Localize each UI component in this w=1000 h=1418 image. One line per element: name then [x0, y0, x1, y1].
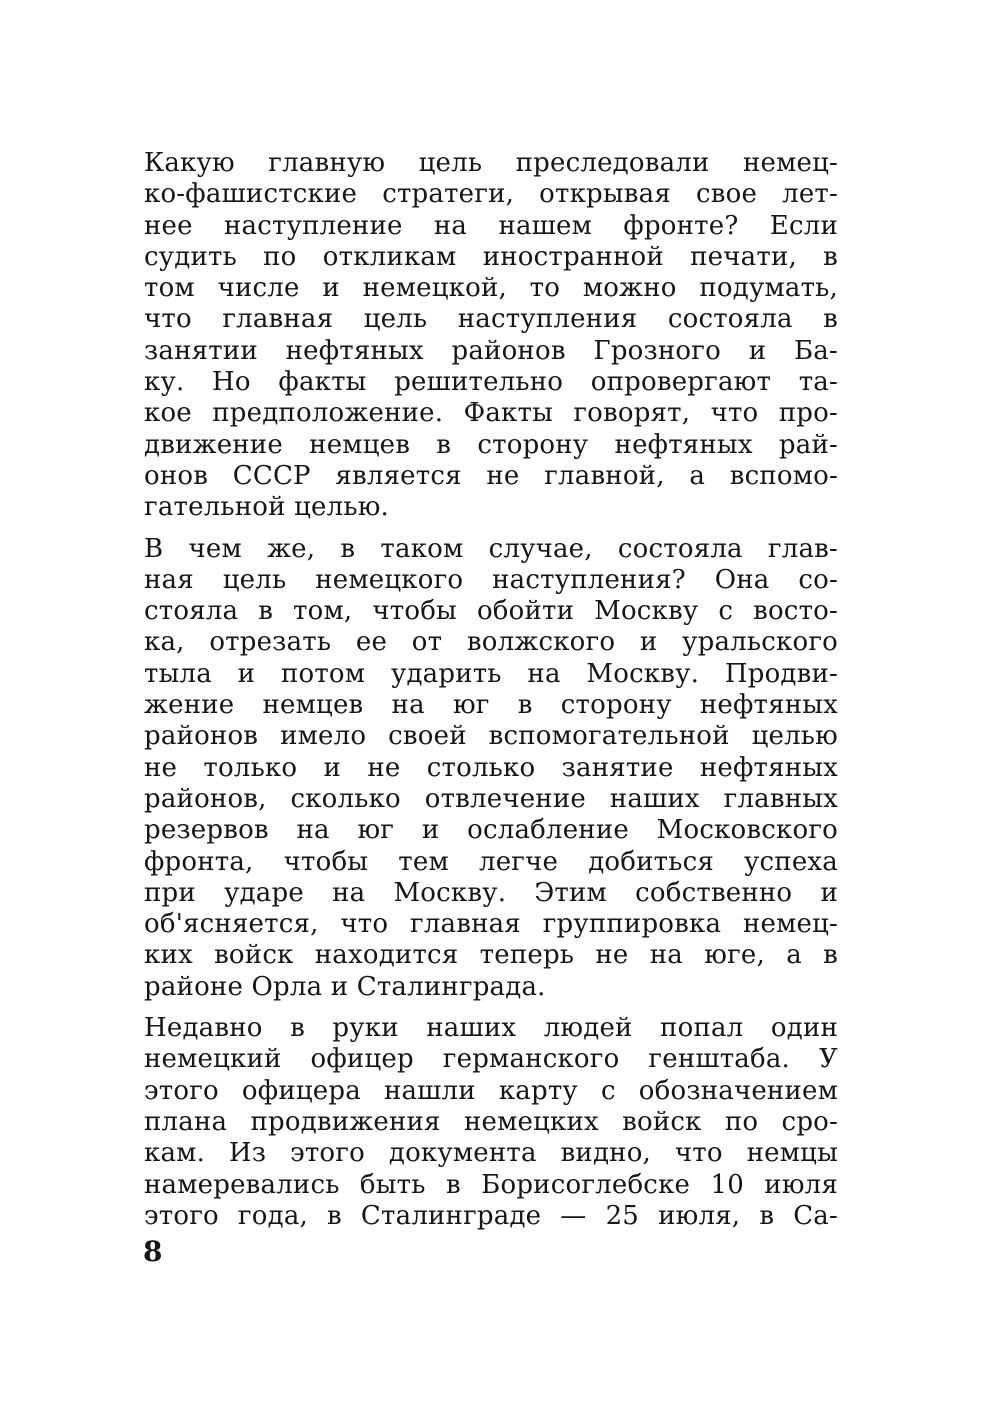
text-line: жение немцев на юг в сторону нефтяных — [144, 690, 838, 721]
text-line: кам. Из этого документа видно, что немцы — [144, 1138, 838, 1169]
paragraph-1 — [112, 148, 838, 524]
text-line: плана продвижения немецких войск по сро- — [144, 1106, 838, 1137]
text-line: районов, сколько отвлечение наших главных — [144, 783, 838, 814]
text-line: этого офицера нашли карту с обозначением — [144, 1075, 838, 1106]
text-line: районов имело своей вспомогательной целью — [144, 721, 838, 752]
text-line: этого года, в Сталинграде — 25 июля, в Са- — [144, 1200, 838, 1231]
paragraph-3 — [112, 1013, 838, 1232]
text-line: онов СССР является не главной, а вспомо- — [144, 460, 838, 491]
text-line: стояла в том, чтобы обойти Москву с восто- — [144, 596, 838, 627]
paragraph-2 — [112, 534, 838, 1003]
text-line: судить по откликам иностранной печати, в — [144, 241, 838, 272]
text-line: ких войск находится теперь не на юге, а в — [144, 940, 838, 971]
text-line: том числе и немецкой, то можно подумать, — [144, 273, 838, 304]
text-line: фронта, чтобы тем легче добиться успеха — [144, 846, 838, 877]
text-line: кое предположение. Факты говорят, что про- — [144, 398, 838, 429]
text-line: тыла и потом ударить на Москву. Продви- — [144, 658, 838, 689]
text-line: В чем же, в таком случае, состояла глав- — [144, 533, 838, 564]
text-line: резервов на юг и ослабление Московского — [144, 815, 838, 846]
text-line: нее наступление на нашем фронте? Если — [144, 210, 838, 241]
text-line: об'ясняется, что главная группировка немец- — [144, 909, 838, 940]
text-line: районе Орла и Сталинграда. — [144, 971, 546, 1002]
text-line: движение немцев в сторону нефтяных рай- — [144, 429, 838, 460]
text-line: немецкий офицер германского генштаба. У — [144, 1044, 838, 1075]
page-number: 8 — [143, 1235, 163, 1268]
text-line: не только и не столько занятие нефтяных — [144, 752, 838, 783]
text-line: ко-фашистские стратеги, открывая свое лет- — [144, 179, 838, 210]
text-line: что главная цель наступления состояла в — [144, 304, 838, 335]
text-line: намеревались быть в Борисоглебске 10 июля — [144, 1169, 838, 1200]
text-line: ная цель немецкого наступления? Она со- — [144, 564, 838, 595]
body-text — [112, 148, 838, 1232]
text-line: при ударе на Москву. Этим собственно и — [144, 877, 838, 908]
text-line: ка, отрезать ее от волжского и уральского — [144, 627, 838, 658]
text-line: Какую главную цель преследовали немец- — [144, 148, 838, 178]
text-line: Недавно в руки наших людей попал один — [144, 1013, 838, 1044]
text-line: ку. Но факты решительно опровергают та- — [144, 367, 838, 398]
text-line: занятии нефтяных районов Грозного и Ба- — [144, 335, 838, 366]
text-line: гательной целью. — [144, 492, 390, 523]
